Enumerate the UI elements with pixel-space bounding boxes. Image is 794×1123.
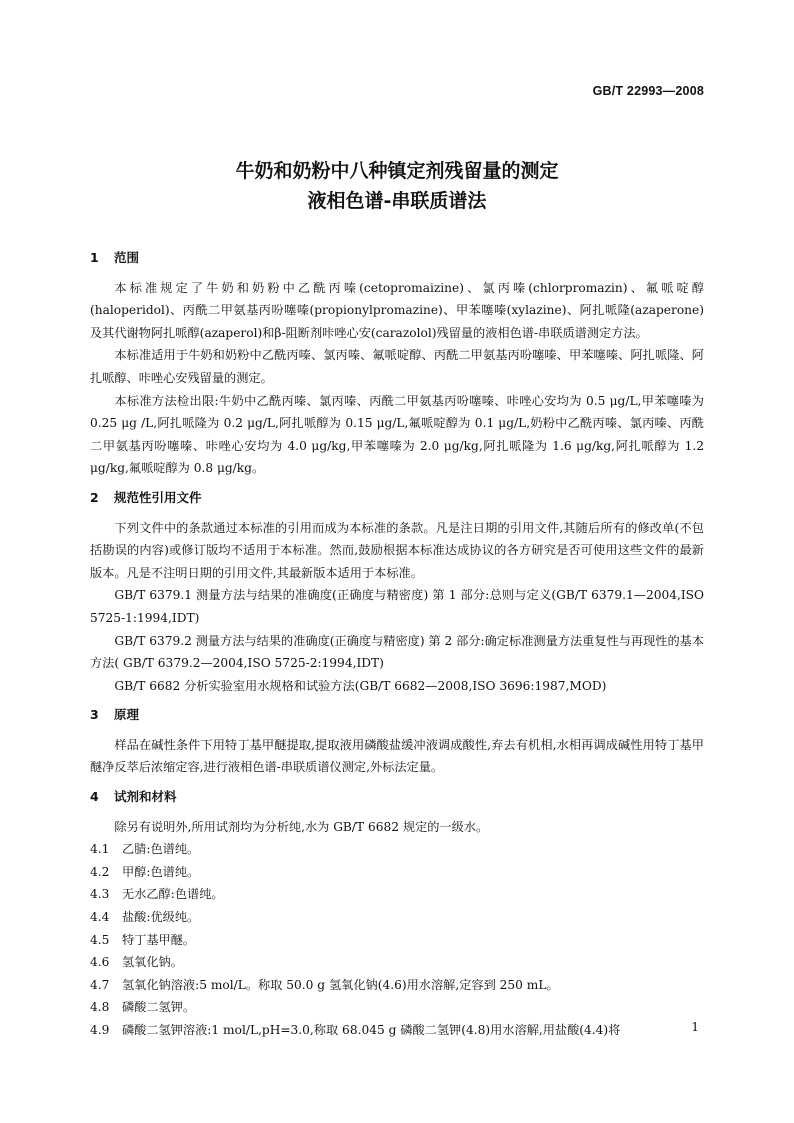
section-title: 规范性引用文件 (114, 489, 202, 505)
page-number: 1 (691, 1020, 699, 1034)
section-heading-3 (90, 704, 704, 727)
item-number: 4.6 (90, 955, 110, 970)
list-item (90, 883, 704, 906)
item-number: 4.5 (90, 932, 110, 947)
item-text: 氢氧化钠。 (122, 955, 183, 970)
document-title: 牛奶和奶粉中八种镇定剂残留量的测定 (235, 160, 559, 182)
list-item (90, 929, 704, 952)
list-item (90, 906, 704, 929)
item-number: 4.4 (90, 910, 110, 925)
list-item (90, 1019, 704, 1042)
item-number: 4.8 (90, 1000, 110, 1015)
paragraph: 本标准方法检出限:牛奶中乙酰丙嗪、氯丙嗪、丙酰二甲氨基丙吩噻嗪、咔唑心安均为 0.5 μg/L,甲苯噻嗪为 0.25 μg /L,阿扎哌隆为 0.2 μg/L,阿扎哌醇为 0.15 μg/L,氟哌啶醇为 0.1 μg/L,奶粉中乙酰丙嗪、氯丙嗪、丙酰二甲氨基丙吩噻嗪、咔唑心安均为 4.0 μg/kg,甲苯噻嗪为 2.0 μg/kg,阿扎哌隆为 1.6 μg/kg,阿扎哌醇为 1.2 μg/kg,氟哌啶醇为 0.8 μg/kg。 (90, 393, 704, 476)
section-heading-2 (90, 487, 704, 510)
item-text: 乙腈:色谱纯。 (122, 842, 200, 857)
section-title: 原理 (114, 707, 140, 723)
reference-entry: GB/T 6379.1 测量方法与结果的准确度(正确度与精密度) 第 1 部分:总则与定义(GB/T 6379.1—2004,ISO 5725-1:1994,IDT) (90, 588, 704, 625)
document-subtitle: 液相色谱-串联质谱法 (307, 190, 487, 212)
section-number: 3 (90, 707, 99, 723)
reference-entry: GB/T 6379.2 测量方法与结果的准确度(正确度与精密度) 第 2 部分:确定标准测量方法重复性与再现性的基本方法( GB/T 6379.2—2004,ISO 5725-2:1994,IDT) (90, 633, 705, 671)
item-number: 4.2 (90, 864, 110, 879)
paragraph: 除另有说明外,所用试剂均为分析纯,水为 GB/T 6682 规定的一级水。 (114, 819, 489, 834)
item-number: 4.9 (90, 1023, 110, 1037)
section-heading-4 (90, 786, 704, 809)
item-text: 磷酸二氢钾溶液:1 mol/L,pH=3.0,称取 68.045 g 磷酸二氢钾(4.8)用水溶解,用盐酸(4.4)将 (122, 1023, 621, 1037)
item-text: 磷酸二氢钾。 (122, 1000, 196, 1015)
list-item (90, 838, 704, 861)
list-item (90, 951, 704, 974)
paragraph: 下列文件中的条款通过本标准的引用而成为本标准的条款。凡是注日期的引用文件,其随后所有的修改单(不包括勘误的内容)或修订版均不适用于本标准。然而,鼓励根据本标准达成协议的各方研究是否可使用这些文件的最新版本。凡是不注明日期的引用文件,其最新版本适用于本标准。 (90, 520, 704, 580)
section-heading-1 (90, 247, 704, 270)
item-text: 盐酸:优级纯。 (122, 910, 200, 925)
document-body (90, 247, 704, 1042)
section-number: 4 (90, 789, 99, 805)
paragraph: 样品在碱性条件下用特丁基甲醚提取,提取液用磷酸盐缓冲液调成酸性,弃去有机相,水相再调成碱性用特丁基甲醚净反萃后浓缩定容,进行液相色谱-串联质谱仪测定,外标法定量。 (90, 737, 704, 775)
list-item (90, 974, 704, 997)
list-item (90, 861, 704, 884)
standard-code: GB/T 22993—2008 (592, 84, 704, 98)
item-text: 氢氧化钠溶液:5 mol/L。称取 50.0 g 氢氧化钠(4.6)用水溶解,定容到 250 mL。 (122, 977, 559, 992)
list-item (90, 996, 704, 1019)
item-text: 无水乙醇:色谱纯。 (122, 887, 224, 902)
section-title: 试剂和材料 (114, 789, 177, 805)
item-text: 甲醇:色谱纯。 (122, 864, 200, 879)
reference-entry: GB/T 6682 分析实验室用水规格和试验方法(GB/T 6682—2008,ISO 3696:1987,MOD) (114, 678, 607, 693)
paragraph: 本标准规定了牛奶和奶粉中乙酰丙嗪(cetopromaizine)、氯丙嗪(chlorpromazin)、氟哌啶醇(haloperidol)、丙酰二甲氨基丙吩噻嗪(propionylpromazine)、甲苯噻嗪(xylazine)、阿扎哌隆(azaperone)及其代谢物阿扎哌醇(azaperol)和β-阻断剂咔唑心安(carazolol)残留量的液相色谱-串联质谱测定方法。 (90, 280, 704, 340)
item-text: 特丁基甲醚。 (122, 932, 196, 947)
section-number: 1 (90, 250, 99, 265)
item-number: 4.7 (90, 977, 110, 992)
section-number: 2 (90, 489, 99, 505)
section-title: 范围 (114, 250, 140, 265)
item-number: 4.1 (90, 842, 110, 857)
paragraph: 本标准适用于牛奶和奶粉中乙酰丙嗪、氯丙嗪、氟哌啶醇、丙酰二甲氨基丙吩噻嗪、甲苯噻嗪、阿扎哌隆、阿扎哌醇、咔唑心安残留量的测定。 (90, 348, 704, 385)
item-number: 4.3 (90, 887, 110, 902)
